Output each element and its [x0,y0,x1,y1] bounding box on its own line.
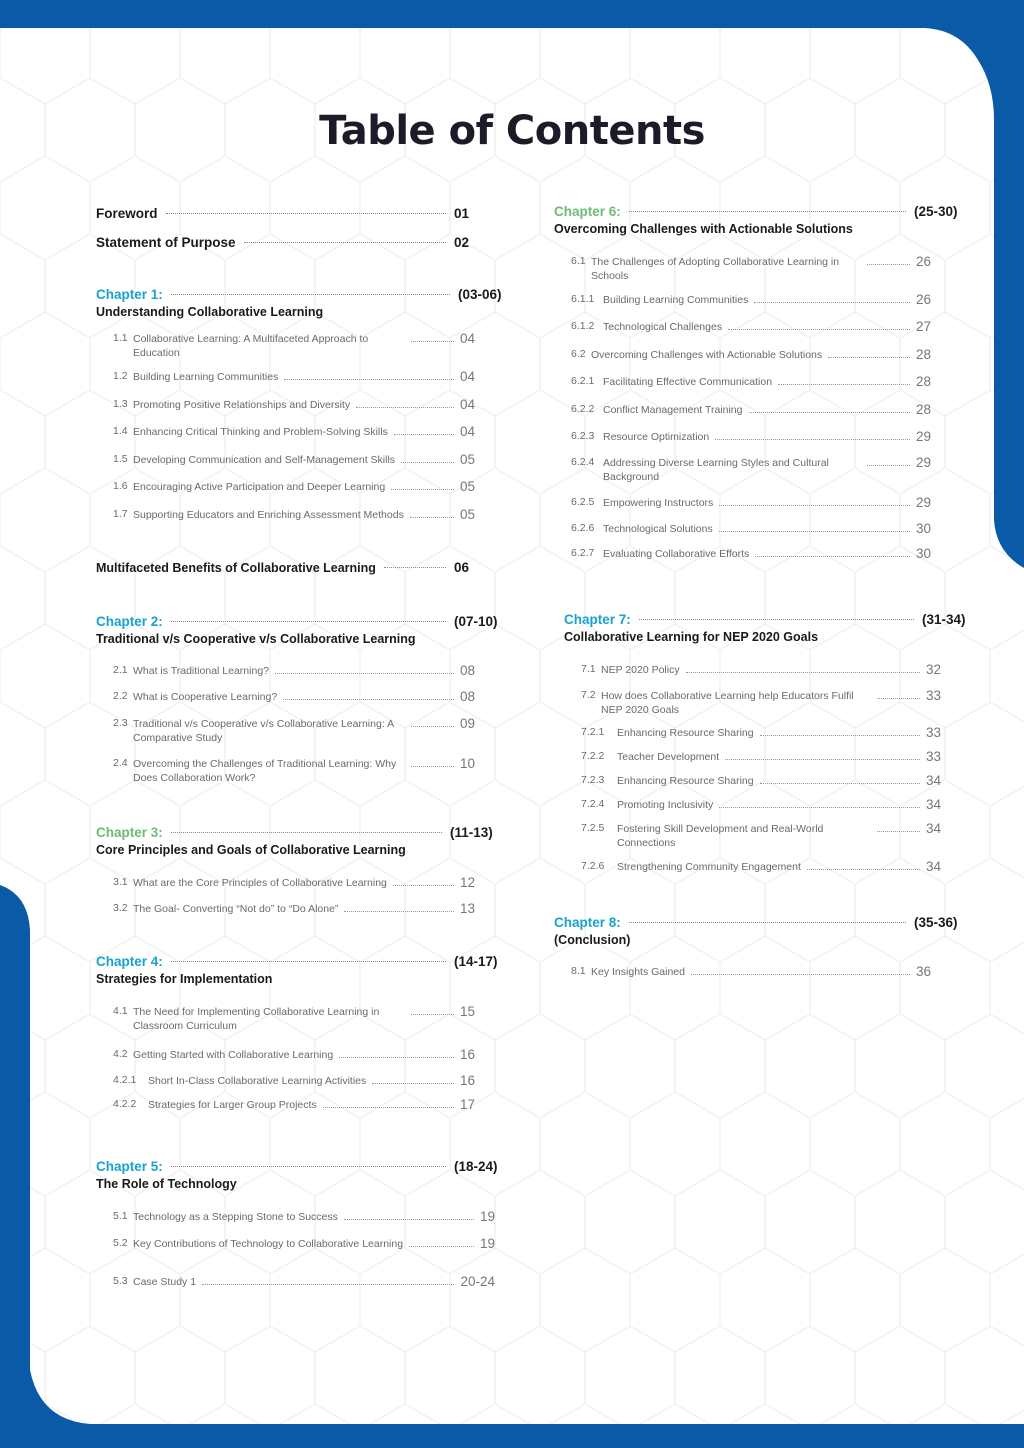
section-number: 3.1 [113,876,128,888]
section-number: 7.1 [581,663,596,675]
section-number: 7.2 [581,689,596,701]
dot-leader [411,766,454,767]
section-entry[interactable] [581,750,941,764]
section-title: What are the Core Principles of Collaborative Learning [133,877,387,889]
section-title: Encouraging Active Participation and Deeper Learning [133,481,386,493]
section-number: 7.2.5 [581,822,605,834]
dot-leader [828,357,910,358]
section-entry[interactable] [571,496,931,510]
toc-multifaceted-benefits[interactable] [96,560,502,575]
chapter-subtitle: Core Principles and Goals of Collaborative Learning [96,843,406,857]
section-entry[interactable] [113,717,475,745]
dot-leader [171,961,446,962]
section-number: 7.2.1 [581,726,605,738]
chapter-page-range: (07-10) [454,614,498,629]
section-title: Technological Solutions [603,523,713,535]
section-number: 6.2.7 [571,547,595,559]
section-entry[interactable] [113,876,475,890]
section-entry[interactable] [581,774,941,788]
section-title: Key Insights Gained [591,966,685,978]
dot-leader [166,213,446,214]
section-entry[interactable] [113,1275,495,1289]
section-number: 4.2 [113,1048,128,1060]
section-number: 1.2 [113,370,128,382]
section-page: 05 [459,452,475,467]
dot-leader [867,264,910,265]
dot-leader [754,302,910,303]
section-title: Resource Optimization [603,431,710,443]
section-entry[interactable] [581,726,941,740]
dot-leader [409,1246,474,1247]
section-page: 04 [459,397,475,412]
section-title: Short In-Class Collaborative Learning Activities [148,1075,367,1087]
chapter-label: Chapter 4: [96,954,163,969]
chapter-label: Chapter 2: [96,614,163,629]
section-number: 6.1.2 [571,320,595,332]
section-entry[interactable] [581,860,941,874]
section-title: Supporting Educators and Enriching Assessment Methods [133,509,404,521]
chapter-page-range: (03-06) [458,287,502,302]
dot-leader [356,407,454,408]
dot-leader [393,885,454,886]
section-entry[interactable] [571,348,931,362]
section-page: 15 [459,1004,475,1019]
section-entry[interactable] [113,508,475,522]
section-number: 5.2 [113,1237,128,1249]
section-title: Building Learning Communities [603,294,749,306]
section-number: 4.2.2 [113,1098,137,1110]
section-page: 26 [915,254,931,269]
section-number: 6.1.1 [571,293,595,305]
dot-leader [339,1057,454,1058]
section-page: 30 [915,546,931,561]
section-title: Developing Communication and Self-Management Skills [133,454,396,466]
entry-page: 01 [454,206,470,221]
dot-leader [171,621,446,622]
dot-leader [284,379,454,380]
dot-leader [275,673,454,674]
chapter-heading[interactable] [554,204,962,219]
section-entry[interactable] [571,293,931,307]
section-page: 19 [479,1209,495,1224]
section-entry[interactable] [571,965,931,979]
dot-leader [283,699,454,700]
chapter-page-range: (14-17) [454,954,498,969]
section-number: 7.2.3 [581,774,605,786]
section-page: 16 [459,1073,475,1088]
dot-leader [719,531,910,532]
dot-leader [629,922,906,923]
dot-leader [760,735,920,736]
section-number: 1.5 [113,453,128,465]
section-title: Teacher Development [617,751,720,763]
section-title: Empowering Instructors [603,497,714,509]
section-entry[interactable] [571,522,931,536]
section-number: 1.6 [113,480,128,492]
dot-leader [391,489,454,490]
section-entry[interactable] [571,430,931,444]
section-number: 6.2.3 [571,430,595,442]
dot-leader [410,517,454,518]
dot-leader [867,465,910,466]
entry-page: 02 [454,235,470,250]
section-page: 19 [479,1236,495,1251]
chapter-subtitle: (Conclusion) [554,933,631,947]
section-title: Addressing Diverse Learning Styles and Cultural Background [603,457,829,483]
section-page: 28 [915,347,931,362]
section-number: 5.3 [113,1275,128,1287]
section-entry[interactable] [113,1074,475,1088]
section-title: Overcoming the Challenges of Traditional Learning: Why Does Collaboration Work? [133,758,397,784]
dot-leader [411,1014,454,1015]
section-title: Getting Started with Collaborative Learning [133,1049,334,1061]
section-entry[interactable] [113,453,475,467]
dot-leader [171,294,450,295]
section-title: NEP 2020 Policy [601,664,680,676]
page-title: Table of Contents [319,108,705,154]
section-title: Fostering Skill Development and Real-World Connections [617,823,824,849]
dot-leader [760,783,920,784]
entry-label: Statement of Purpose [96,235,236,250]
dot-leader [719,807,920,808]
section-page: 36 [915,964,931,979]
section-number: 1.4 [113,425,128,437]
section-number: 6.2.6 [571,522,595,534]
dot-leader [639,619,914,620]
section-number: 6.2 [571,348,586,360]
dot-leader [728,329,910,330]
chapter-subtitle: Understanding Collaborative Learning [96,305,324,319]
section-title: Promoting Inclusivity [617,799,714,811]
section-number: 2.2 [113,690,128,702]
section-page: 26 [915,292,931,307]
dot-leader [411,726,454,727]
section-entry[interactable] [113,398,475,412]
chapter-heading[interactable] [96,1159,502,1174]
section-entry[interactable] [571,403,931,417]
section-entry[interactable] [113,1237,495,1251]
section-title: Overcoming Challenges with Actionable Solutions [591,349,823,361]
section-number: 5.1 [113,1210,128,1222]
section-page: 28 [915,402,931,417]
section-number: 2.1 [113,664,128,676]
dot-leader [411,341,454,342]
section-page: 08 [459,663,475,678]
section-title: Collaborative Learning: A Multifaceted Approach to Education [133,333,369,359]
section-title: Conflict Management Training [603,404,743,416]
section-page: 34 [925,859,941,874]
chapter-label: Chapter 1: [96,287,163,302]
dot-leader [202,1284,454,1285]
chapter-label: Chapter 8: [554,915,621,930]
section-entry[interactable] [113,1005,475,1033]
section-number: 7.2.4 [581,798,605,810]
section-title: The Challenges of Adopting Collaborative Learning in Schools [591,256,840,282]
chapter-label: Chapter 5: [96,1159,163,1174]
section-page: 28 [915,374,931,389]
section-page: 34 [925,821,941,836]
dot-leader [171,1166,446,1167]
section-entry[interactable] [113,332,475,360]
section-page: 34 [925,773,941,788]
entry-label: Multifaceted Benefits of Collaborative Learning [96,561,376,575]
dot-leader [877,831,920,832]
section-title: Key Contributions of Technology to Collaborative Learning [133,1238,404,1250]
dot-leader [394,434,454,435]
chapter-subtitle: Traditional v/s Cooperative v/s Collaborative Learning [96,632,416,646]
section-title: Strengthening Community Engagement [617,861,801,873]
section-number: 6.2.2 [571,403,595,415]
section-entry[interactable] [113,425,475,439]
chapter-heading[interactable] [564,612,970,627]
section-entry[interactable] [571,320,931,334]
section-number: 2.3 [113,717,128,729]
section-entry[interactable] [113,690,475,704]
dot-leader [686,672,920,673]
section-title: Enhancing Critical Thinking and Problem-Solving Skills [133,426,388,438]
section-title: Technology as a Stepping Stone to Success [133,1211,338,1223]
section-entry[interactable] [113,1210,495,1224]
section-page: 20-24 [460,1274,495,1289]
section-title: How does Collaborative Learning help Educators Fulfil NEP 2020 Goals [601,690,854,716]
section-entry[interactable] [581,663,941,677]
dot-leader [755,556,910,557]
dot-leader [749,412,910,413]
chapter-label: Chapter 3: [96,825,163,840]
section-entry[interactable] [113,1048,475,1062]
chapter-subtitle: Strategies for Implementation [96,972,273,986]
dot-leader [877,698,920,699]
section-page: 17 [459,1097,475,1112]
entry-label: Foreword [96,206,158,221]
section-title: Traditional v/s Cooperative v/s Collaborative Learning: A Comparative Study [133,718,394,744]
section-page: 04 [459,424,475,439]
chapter-heading[interactable] [96,287,506,302]
section-number: 6.2.5 [571,496,595,508]
section-page: 08 [459,689,475,704]
dot-leader [344,911,454,912]
section-page: 27 [915,319,931,334]
chapter-subtitle: The Role of Technology [96,1177,237,1191]
dot-leader [401,462,454,463]
section-number: 4.1 [113,1005,128,1017]
section-page: 30 [915,521,931,536]
section-title: Evaluating Collaborative Efforts [603,548,750,560]
section-entry[interactable] [113,664,475,678]
section-entry[interactable] [581,689,941,717]
chapter-label: Chapter 7: [564,612,631,627]
section-title: The Need for Implementing Collaborative Learning in Classroom Curriculum [133,1006,380,1032]
section-entry[interactable] [113,370,475,384]
section-entry[interactable] [581,798,941,812]
section-entry[interactable] [571,456,931,484]
chapter-page-range: (31-34) [922,612,966,627]
dot-leader [778,384,910,385]
section-page: 04 [459,369,475,384]
section-number: 6.1 [571,255,586,267]
section-entry[interactable] [113,1098,475,1112]
section-page: 10 [459,756,475,771]
section-title: Technological Challenges [603,321,723,333]
section-page: 33 [925,725,941,740]
section-page: 05 [459,507,475,522]
section-title: Strategies for Larger Group Projects [148,1099,317,1111]
chapter-subtitle: Collaborative Learning for NEP 2020 Goals [564,630,819,644]
toc-statement-of-purpose[interactable] [96,235,502,250]
section-title: Facilitating Effective Communication [603,376,773,388]
section-number: 8.1 [571,965,586,977]
section-number: 1.3 [113,398,128,410]
section-title: What is Cooperative Learning? [133,691,278,703]
section-page: 32 [925,662,941,677]
section-number: 1.7 [113,508,128,520]
dot-leader [384,567,446,568]
section-page: 34 [925,797,941,812]
section-number: 4.2.1 [113,1074,137,1086]
section-page: 16 [459,1047,475,1062]
chapter-label: Chapter 6: [554,204,621,219]
section-page: 29 [915,495,931,510]
section-page: 12 [459,875,475,890]
dot-leader [171,832,442,833]
section-page: 33 [925,749,941,764]
toc-foreword[interactable] [96,206,502,221]
section-entry[interactable] [113,902,475,916]
section-page: 33 [925,688,941,703]
section-number: 2.4 [113,757,128,769]
chapter-page-range: (18-24) [454,1159,498,1174]
section-number: 6.2.1 [571,375,595,387]
dot-leader [725,759,920,760]
section-title: Enhancing Resource Sharing [617,727,754,739]
section-entry[interactable] [581,822,941,850]
section-page: 29 [915,455,931,470]
chapter-heading[interactable] [96,825,498,840]
chapter-heading[interactable] [554,915,962,930]
section-page: 04 [459,331,475,346]
dot-leader [691,974,910,975]
dot-leader [244,242,446,243]
dot-leader [323,1107,454,1108]
chapter-page-range: (11-13) [450,825,493,840]
section-title: Enhancing Resource Sharing [617,775,754,787]
section-title: Building Learning Communities [133,371,279,383]
section-entry[interactable] [571,255,931,283]
section-number: 1.1 [113,332,128,344]
section-title: Case Study 1 [133,1276,197,1288]
chapter-page-range: (25-30) [914,204,958,219]
dot-leader [344,1219,474,1220]
section-title: Promoting Positive Relationships and Diversity [133,399,351,411]
chapter-page-range: (35-36) [914,915,958,930]
section-page: 09 [459,716,475,731]
dot-leader [372,1083,454,1084]
section-entry[interactable] [571,547,931,561]
section-page: 13 [459,901,475,916]
dot-leader [715,439,910,440]
section-title: The Goal- Converting “Not do” to “Do Alone” [133,903,339,915]
chapter-heading[interactable] [96,614,502,629]
section-number: 6.2.4 [571,456,595,468]
chapter-subtitle: Overcoming Challenges with Actionable Solutions [554,222,853,236]
section-page: 05 [459,479,475,494]
section-entry[interactable] [113,757,475,785]
dot-leader [629,211,906,212]
section-entry[interactable] [571,375,931,389]
entry-page: 06 [454,560,470,575]
section-number: 7.2.6 [581,860,605,872]
section-page: 29 [915,429,931,444]
section-entry[interactable] [113,480,475,494]
dot-leader [719,505,910,506]
section-number: 3.2 [113,902,128,914]
section-number: 7.2.2 [581,750,605,762]
dot-leader [807,869,920,870]
chapter-heading[interactable] [96,954,502,969]
section-title: What is Traditional Learning? [133,665,269,677]
